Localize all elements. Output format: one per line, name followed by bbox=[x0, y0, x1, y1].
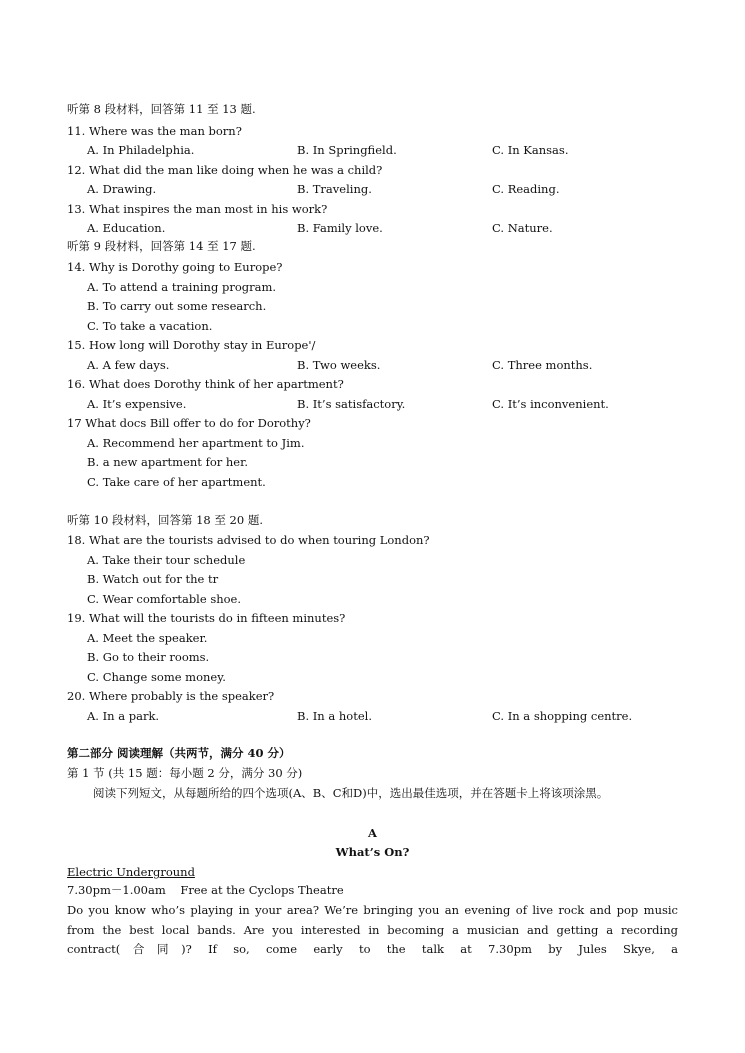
q18-option-b: B. Watch out for the tr bbox=[87, 572, 219, 586]
passage-letter: A bbox=[368, 826, 377, 840]
q12-option-c: C. Reading. bbox=[492, 182, 560, 196]
question-20: 20. Where probably is the speaker? bbox=[67, 689, 275, 703]
part-two-heading: 第二部分 阅读理解（共两节，满分 40 分） bbox=[67, 746, 291, 760]
q19-option-a: A. Meet the speaker. bbox=[87, 631, 208, 645]
q15-option-c: C. Three months. bbox=[492, 358, 593, 372]
q16-option-a: A. It’s expensive. bbox=[87, 397, 187, 411]
q13-option-c: C. Nature. bbox=[492, 221, 553, 235]
q19-option-b: B. Go to their rooms. bbox=[87, 650, 210, 664]
q20-option-c: C. In a shopping centre. bbox=[492, 709, 633, 723]
section-8-instruction: 听第 8 段材料，回答第 11 至 13 题. bbox=[67, 102, 256, 116]
section-9-instruction: 听第 9 段材料，回答第 14 至 17 题. bbox=[67, 239, 256, 253]
q13-option-b: B. Family love. bbox=[297, 221, 383, 235]
question-11: 11. Where was the man born? bbox=[67, 124, 242, 138]
question-16: 16. What does Dorothy think of her apartment? bbox=[67, 377, 344, 391]
question-18: 18. What are the tourists advised to do when touring London? bbox=[67, 533, 430, 547]
q16-option-c: C. It’s inconvenient. bbox=[492, 397, 609, 411]
section-one-heading: 第 1 节 (共 15 题：每小题 2 分，满分 30 分) bbox=[67, 766, 303, 780]
q20-option-b: B. In a hotel. bbox=[297, 709, 372, 723]
q15-option-a: A. A few days. bbox=[87, 358, 170, 372]
q14-option-a: A. To attend a training program. bbox=[87, 280, 277, 294]
question-19: 19. What will the tourists do in fifteen minutes? bbox=[67, 611, 346, 625]
q18-option-c: C. Wear comfortable shoe. bbox=[87, 592, 242, 606]
reading-instruction: 阅读下列短文，从每题所给的四个选项(A、B、C和D)中，选出最佳选项，并在答题卡上将该项涂黑。 bbox=[93, 786, 609, 800]
q13-option-a: A. Education. bbox=[87, 221, 166, 235]
question-12: 12. What did the man like doing when he was a child? bbox=[67, 163, 383, 177]
q16-option-b: B. It’s satisfactory. bbox=[297, 397, 406, 411]
event-name: Electric Underground bbox=[67, 865, 195, 879]
q15-option-b: B. Two weeks. bbox=[297, 358, 381, 372]
passage-title: What’s On? bbox=[335, 845, 410, 859]
q17-option-b: B. a new apartment for her. bbox=[87, 455, 249, 469]
q11-option-a: A. In Philadelphia. bbox=[87, 143, 195, 157]
q14-option-c: C. To take a vacation. bbox=[87, 319, 213, 333]
q12-option-a: A. Drawing. bbox=[87, 182, 157, 196]
question-14: 14. Why is Dorothy going to Europe? bbox=[67, 260, 283, 274]
passage-body: Do you know who’s playing in your area? We’re bringing you an evening of live rock and pop music from the best local bands. Are you interested in becoming a musician and getting a recording contract(合同)? If so, come early to the talk at 7.30pm by Jules Skye, a bbox=[67, 903, 678, 956]
question-13: 13. What inspires the man most in his work? bbox=[67, 202, 328, 216]
q11-option-b: B. In Springfield. bbox=[297, 143, 397, 157]
section-10-instruction: 听第 10 段材料，回答第 18 至 20 题. bbox=[67, 513, 263, 527]
question-17: 17 What docs Bill offer to do for Dorothy? bbox=[67, 416, 311, 430]
event-time: 7.30pm－1.00am Free at the Cyclops Theatre bbox=[67, 883, 344, 897]
q20-option-a: A. In a park. bbox=[87, 709, 160, 723]
q12-option-b: B. Traveling. bbox=[297, 182, 372, 196]
q19-option-c: C. Change some money. bbox=[87, 670, 226, 684]
q18-option-a: A. Take their tour schedule bbox=[87, 553, 246, 567]
q14-option-b: B. To carry out some research. bbox=[87, 299, 267, 313]
q17-option-a: A. Recommend her apartment to Jim. bbox=[87, 436, 305, 450]
question-15: 15. How long will Dorothy stay in Europe'/ bbox=[67, 338, 316, 352]
q17-option-c: C. Take care of her apartment. bbox=[87, 475, 266, 489]
q11-option-c: C. In Kansas. bbox=[492, 143, 569, 157]
